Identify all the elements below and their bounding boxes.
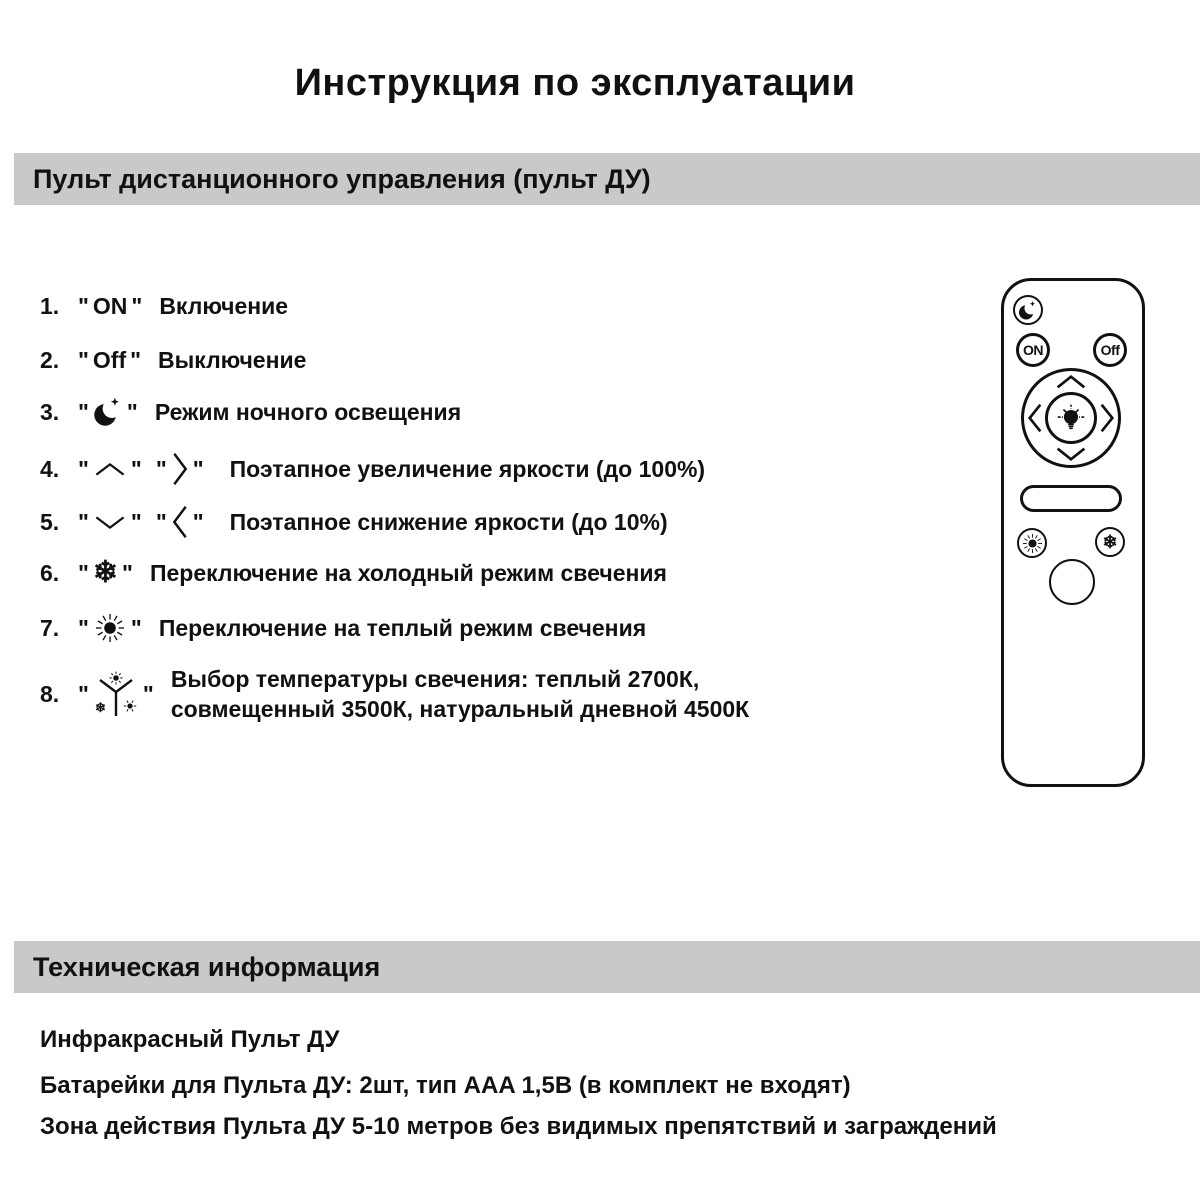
- chevron-left-icon: [171, 503, 189, 541]
- on-button-label: ON: [1023, 342, 1043, 358]
- snowflake-icon: ❄: [92, 556, 119, 589]
- item-label: Переключение на холодный режим свечения: [149, 559, 667, 586]
- quote-mark: ": [155, 455, 167, 482]
- item-label-line1: Выбор температуры свечения: теплый 2700К,: [170, 666, 700, 692]
- on-button: [1016, 333, 1050, 367]
- mini-snowflake-glyph: ❄: [94, 700, 106, 715]
- on-key-label: ON: [92, 293, 128, 319]
- quote-mark: ": [78, 347, 89, 373]
- moon-star-icon: [1018, 300, 1038, 321]
- page-title: Инструкция по эксплуатации: [294, 62, 856, 104]
- item-label: Выключение: [158, 347, 307, 373]
- quote-mark: ": [122, 559, 133, 586]
- arrow-down-icon: [1051, 446, 1091, 462]
- quote-mark: ": [78, 398, 89, 425]
- quote-mark: ": [78, 293, 89, 319]
- arrow-up-icon: [1051, 374, 1091, 390]
- quote-mark: ": [78, 508, 89, 535]
- list-item-temp-select: [40, 664, 749, 724]
- item-label: Поэтапное снижение яркости (до 10%): [229, 508, 668, 535]
- tech-info-line: Батарейки для Пульта ДУ: 2шт, тип AAA 1,5В (в комплект не входят): [40, 1072, 851, 1099]
- item-label: Переключение на теплый режим свечения: [158, 614, 647, 641]
- quote-mark: ": [130, 508, 142, 535]
- temperature-select-icon: [93, 671, 139, 717]
- section-header-remote-label: Пульт дистанционного управления (пульт ДУ): [33, 163, 651, 194]
- remote-control-diagram: [1001, 278, 1145, 787]
- brightness-dpad: [1021, 368, 1121, 468]
- tech-info-line: Инфракрасный Пульт ДУ: [40, 1026, 340, 1053]
- quote-mark: ": [130, 614, 142, 641]
- warm-mode-button: [1017, 528, 1047, 558]
- snowflake-icon: ❄: [1102, 531, 1118, 552]
- quote-mark: ": [78, 614, 89, 641]
- off-button-label: Off: [1100, 342, 1120, 358]
- quote-mark: ": [192, 508, 204, 535]
- item-label: Включение: [159, 293, 289, 319]
- quote-mark: ": [192, 455, 204, 482]
- item-number: 7.: [40, 614, 60, 641]
- item-number: 2.: [40, 347, 60, 373]
- chevron-down-icon: [93, 514, 127, 531]
- item-number: 3.: [40, 398, 60, 425]
- item-number: 5.: [40, 508, 60, 535]
- chevron-right-icon: [171, 450, 189, 488]
- list-item-brightness-up: [40, 450, 705, 488]
- quote-mark: ": [78, 559, 89, 586]
- long-pill-button: [1020, 485, 1122, 512]
- section-header-tech-label: Техническая информация: [33, 951, 381, 982]
- arrow-left-icon: [1027, 398, 1043, 438]
- item-label: Поэтапное увеличение яркости (до 100%): [229, 455, 706, 482]
- quote-mark: ": [126, 398, 138, 425]
- arrow-right-icon: [1099, 398, 1115, 438]
- quote-mark: ": [78, 680, 89, 707]
- item-number: 4.: [40, 455, 60, 482]
- quote-mark: ": [131, 293, 143, 319]
- list-item-warm-mode: [40, 611, 646, 645]
- list-item-on: [40, 293, 288, 320]
- item-number: 8.: [40, 680, 60, 707]
- quote-mark: ": [78, 455, 89, 482]
- item-label-line2: совмещенный 3500К, натуральный дневной 4500К: [170, 696, 750, 722]
- item-label: Режим ночного освещения: [154, 398, 462, 425]
- cold-mode-button: [1095, 527, 1125, 557]
- list-item-off: [40, 347, 306, 374]
- list-item-night-mode: [40, 396, 461, 428]
- sun-icon: [93, 611, 127, 645]
- sun-icon: [1021, 532, 1044, 555]
- quote-mark: ": [155, 508, 167, 535]
- moon-star-icon: [93, 396, 123, 428]
- section-header-remote: [14, 153, 1200, 205]
- chevron-up-icon: [93, 461, 127, 478]
- item-label-block: [171, 664, 749, 724]
- quote-mark: ": [142, 680, 154, 707]
- section-header-tech: [14, 941, 1200, 993]
- list-item-brightness-down: [40, 503, 668, 541]
- item-number: 1.: [40, 293, 60, 319]
- tech-info-line: Зона действия Пульта ДУ 5-10 метров без видимых препятствий и заграждений: [40, 1113, 997, 1140]
- list-item-cold-mode: [40, 558, 667, 588]
- quote-mark: ": [130, 347, 142, 373]
- round-blank-button: [1049, 559, 1095, 605]
- light-bulb-icon: [1054, 401, 1088, 435]
- item-number: 6.: [40, 559, 60, 586]
- night-mode-button: [1013, 295, 1043, 325]
- off-button: [1093, 333, 1127, 367]
- off-key-label: Off: [92, 347, 127, 373]
- quote-mark: ": [130, 455, 142, 482]
- dpad-center-button: [1045, 392, 1097, 444]
